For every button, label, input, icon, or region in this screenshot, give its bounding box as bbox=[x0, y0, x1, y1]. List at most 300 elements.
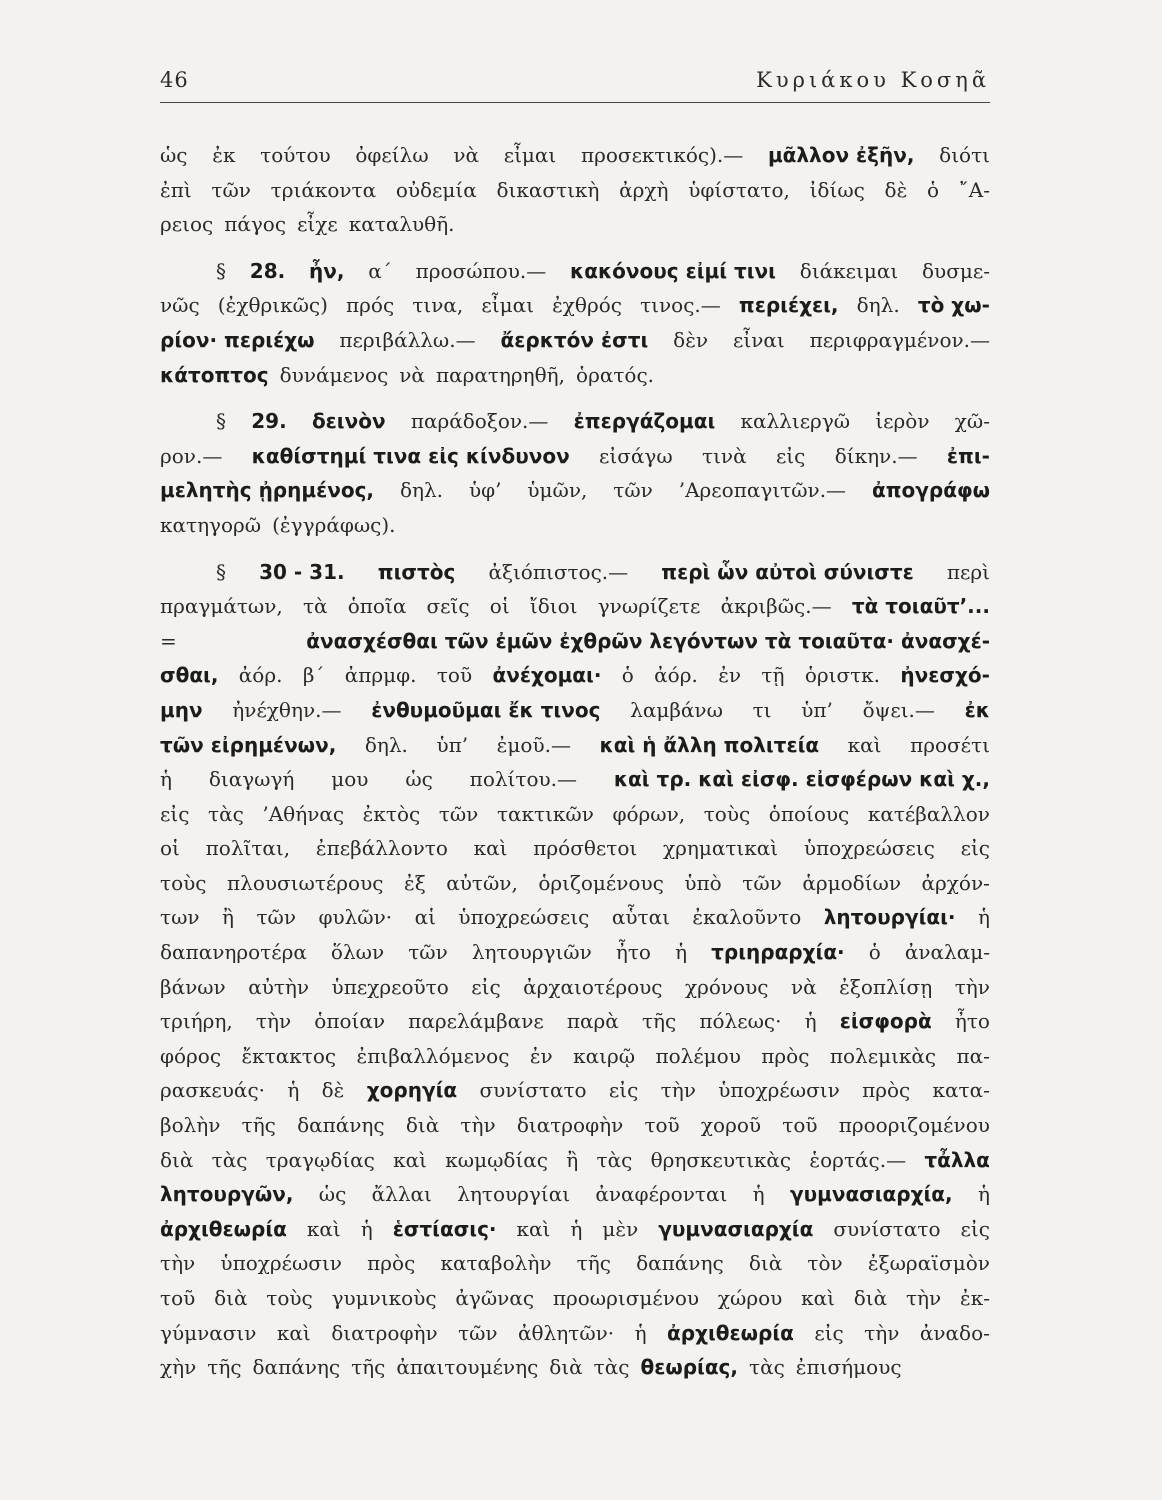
word: σεῖς bbox=[426, 594, 470, 619]
word: χώρου bbox=[717, 1286, 783, 1310]
word: τὴν bbox=[954, 974, 990, 999]
word: χῶ- bbox=[954, 409, 990, 434]
word: εἰς bbox=[471, 974, 501, 999]
word: δὲ bbox=[321, 1078, 345, 1103]
word: ἀόρ. bbox=[654, 663, 698, 688]
word: περιβάλλω.— bbox=[339, 327, 476, 352]
word: αὐτῶν, bbox=[446, 870, 518, 895]
word: ἐξοπλίσῃ bbox=[839, 974, 933, 999]
word: οὐδεμία bbox=[395, 177, 477, 202]
word: θρησκευτικὰς bbox=[650, 1147, 792, 1172]
word: τοῦ bbox=[644, 1113, 680, 1138]
word: διὰ bbox=[853, 1286, 888, 1310]
word: γυμνικοὺς bbox=[331, 1286, 437, 1310]
word: αἱ bbox=[414, 905, 436, 930]
word: = bbox=[160, 628, 177, 653]
lemma-word: 28. bbox=[249, 258, 286, 283]
lemma-word: ἄερκτόν ἐστι bbox=[500, 327, 649, 352]
word: ὁρατός. bbox=[576, 362, 654, 387]
word: ἦτο bbox=[954, 1009, 990, 1034]
word: καὶ bbox=[393, 1147, 428, 1172]
word: ἀπαιτουμένης bbox=[396, 1355, 539, 1380]
word: γνωρίζετε bbox=[597, 594, 701, 619]
word: νὰ bbox=[453, 143, 479, 167]
text-line bbox=[160, 1212, 990, 1247]
word: δαπάνης bbox=[297, 1113, 385, 1138]
word: ὡς bbox=[160, 143, 188, 167]
word: λητουργίαι bbox=[457, 1182, 571, 1207]
text-line bbox=[160, 831, 990, 866]
word: ὑποχρεώσεις bbox=[803, 836, 935, 861]
lemma-word: ἀνέχομαι· bbox=[492, 663, 602, 688]
text-line bbox=[160, 323, 990, 358]
word: εἶμαι bbox=[481, 293, 534, 318]
word: τοῦ bbox=[436, 663, 473, 688]
lemma-word: ἀνασχέσθαι τῶν ἐμῶν ἐχθρῶν λεγόντων τὰ τοιαῦτα· ἀνασχέ- bbox=[306, 628, 990, 653]
word: πάγος bbox=[224, 212, 287, 237]
word: ἠνέχθην.— bbox=[232, 697, 342, 722]
lemma-word: εἰσφορὰ bbox=[839, 1009, 932, 1034]
word: πολεμικὰς bbox=[829, 1043, 937, 1068]
page-header bbox=[160, 66, 990, 103]
word: διάκειμαι bbox=[799, 258, 899, 283]
word: ἡ bbox=[570, 1216, 583, 1241]
word: ἀναλαμ- bbox=[904, 940, 990, 965]
word: διὰ bbox=[160, 1147, 194, 1172]
text-line bbox=[160, 439, 990, 474]
word: ὡς bbox=[318, 1182, 347, 1207]
word: ὁριζομένους bbox=[538, 870, 664, 895]
lemma-word: σθαι, bbox=[160, 663, 219, 688]
text-line bbox=[160, 693, 990, 728]
word: τὴν bbox=[460, 1113, 496, 1138]
paragraph-gap bbox=[160, 392, 990, 404]
word: εἶχε bbox=[297, 212, 338, 237]
word: χρόνους bbox=[684, 974, 769, 999]
word: α΄ bbox=[368, 258, 392, 283]
word: ’Αρεοπαγιτῶν.— bbox=[678, 478, 847, 503]
word: ἀξιόπιστος.— bbox=[488, 559, 629, 584]
text-line bbox=[160, 138, 990, 173]
text-line bbox=[160, 797, 990, 832]
word: ἴδιοι bbox=[529, 594, 578, 619]
word: κατα- bbox=[932, 1078, 990, 1103]
word: πρὸς bbox=[862, 1078, 911, 1103]
text-line bbox=[160, 728, 990, 763]
word: τὸν bbox=[807, 1251, 843, 1276]
word: καὶ bbox=[276, 1320, 311, 1345]
word: ἡ bbox=[978, 905, 990, 930]
lemma-word: ἐνθυμοῦμαι ἔκ τινος bbox=[371, 697, 601, 722]
word: δηλ. bbox=[856, 293, 900, 318]
word: καὶ bbox=[473, 836, 508, 861]
word: ἰδίως bbox=[809, 177, 865, 202]
text-line bbox=[160, 207, 990, 242]
text-line bbox=[160, 866, 990, 901]
lemma-word: θεωρίας, bbox=[640, 1355, 739, 1380]
word: κατέβαλλον bbox=[867, 801, 990, 826]
word: ἐχθρός bbox=[552, 293, 622, 318]
word: ἀπρμφ. bbox=[344, 663, 417, 688]
word: τοῦ bbox=[160, 1286, 196, 1310]
word: δαπάνης bbox=[252, 1355, 341, 1380]
word: ὑποχρεώσεις bbox=[458, 905, 590, 930]
paragraph-gap bbox=[160, 543, 990, 555]
word: βάνων bbox=[160, 974, 226, 999]
word: τραγῳδίας bbox=[265, 1147, 375, 1172]
word: ἐμοῦ.— bbox=[496, 732, 571, 757]
word: καλλιεργῶ bbox=[740, 409, 851, 434]
word: πρόσθετοι bbox=[533, 836, 638, 861]
text-line bbox=[160, 970, 990, 1005]
text-line bbox=[160, 935, 990, 970]
word: τὰς bbox=[593, 1355, 630, 1380]
word: ’Αθήνας bbox=[262, 801, 345, 826]
word: ἡ bbox=[675, 940, 688, 965]
text-line bbox=[160, 473, 990, 508]
word: εἰς bbox=[608, 1078, 639, 1103]
lemma-word: ἀρχιθεωρία bbox=[667, 1320, 794, 1345]
word: οἱ bbox=[489, 594, 510, 619]
word: ὑποχρέωσιν bbox=[718, 1078, 840, 1103]
text-line bbox=[160, 288, 990, 323]
word: διαγωγή bbox=[208, 767, 295, 792]
word: δηλ. bbox=[364, 732, 408, 757]
word: ἢ bbox=[566, 1147, 579, 1172]
word: τριάκοντα bbox=[270, 177, 377, 202]
word: ὑπ’ bbox=[436, 732, 469, 757]
word: τοῦ bbox=[782, 1113, 818, 1138]
word: τῶν bbox=[438, 801, 479, 826]
word: δυνάμενος bbox=[279, 362, 389, 387]
paragraph bbox=[160, 254, 990, 392]
word: νὰ bbox=[399, 362, 425, 387]
word: § bbox=[216, 258, 226, 283]
word: ἑορτάς.— bbox=[809, 1147, 907, 1172]
word: ἁρμοδίων bbox=[802, 870, 901, 895]
word: καὶ bbox=[306, 1216, 341, 1241]
lemma-word: ἦν, bbox=[309, 258, 345, 283]
word: § bbox=[216, 409, 226, 434]
word: τὰς bbox=[749, 1355, 785, 1380]
word: ἀρχαιοτέρους bbox=[523, 974, 663, 999]
lemma-word: μην bbox=[160, 697, 203, 722]
lemma-word: τὰ τοιαῦτ’... bbox=[851, 594, 990, 619]
lemma-word: μᾶλλον ἐξῆν, bbox=[767, 143, 915, 167]
word: τινος.— bbox=[640, 293, 721, 318]
word: τὴν bbox=[160, 1251, 196, 1276]
word: ἐκτὸς bbox=[362, 801, 421, 826]
word: πραγμάτων, bbox=[160, 594, 283, 619]
word: παρελάμβανε bbox=[408, 1009, 544, 1034]
text-line bbox=[160, 1004, 990, 1039]
word: προωρισμένου bbox=[552, 1286, 700, 1310]
lemma-word: γυμνασιαρχία bbox=[658, 1216, 814, 1241]
lemma-word: γυμνασιαρχία, bbox=[789, 1182, 953, 1207]
word: τὴν bbox=[255, 1009, 292, 1034]
lemma-word: τἆλλα bbox=[924, 1147, 990, 1172]
word: ἀόρ. bbox=[238, 663, 283, 688]
word: ρασκευάς· bbox=[160, 1078, 265, 1103]
lemma-word: λητουργῶν, bbox=[160, 1182, 294, 1207]
word: δὲ bbox=[884, 177, 908, 202]
word: ἡ bbox=[752, 1182, 765, 1207]
lemma-word: μελητὴς ᾐρημένος, bbox=[160, 478, 375, 503]
word: λητουργιῶν bbox=[471, 940, 592, 965]
text-line bbox=[160, 508, 990, 543]
text-line bbox=[160, 1039, 990, 1074]
word: ἀκριβῶς.— bbox=[720, 594, 832, 619]
word: ἀναδο- bbox=[919, 1320, 990, 1345]
lemma-word: περιέχει, bbox=[738, 293, 839, 318]
word: πρὸς bbox=[761, 1043, 810, 1068]
word: νὰ bbox=[790, 974, 817, 999]
word: τοὺς bbox=[160, 870, 207, 895]
word: συνίστατο bbox=[833, 1216, 941, 1241]
word: καὶ bbox=[847, 732, 882, 757]
text-line bbox=[160, 404, 990, 439]
word: τὰ bbox=[302, 594, 328, 619]
page-number: 46 bbox=[160, 68, 189, 92]
word: αὗται bbox=[611, 905, 670, 930]
word: ἀρχόν- bbox=[921, 870, 990, 895]
word: προσεκτικός).— bbox=[580, 143, 744, 167]
word: ἡ bbox=[804, 1009, 817, 1034]
word: ἦτο bbox=[615, 940, 651, 965]
word: ὁ bbox=[621, 663, 634, 688]
word: φυλῶν· bbox=[318, 905, 393, 930]
word: τὰς bbox=[208, 801, 244, 826]
word: (ἐγγράφως). bbox=[272, 512, 396, 537]
paragraph bbox=[160, 404, 990, 542]
word: πα- bbox=[956, 1043, 990, 1068]
word: γύμνασιν bbox=[160, 1320, 257, 1345]
word: καὶ bbox=[516, 1216, 551, 1241]
word: τῇ bbox=[761, 663, 785, 688]
word: εἰς bbox=[960, 836, 990, 861]
word: ἐπεβάλλοντο bbox=[315, 836, 448, 861]
word: ὄψει.— bbox=[862, 697, 935, 722]
word: ἄλλαι bbox=[371, 1182, 432, 1207]
word: πόλεως· bbox=[699, 1009, 782, 1034]
word: συνίστατο bbox=[479, 1078, 587, 1103]
word: β΄ bbox=[302, 663, 325, 688]
word: ὅλων bbox=[330, 940, 385, 965]
text-line bbox=[160, 624, 990, 659]
lemma-word: τὸ χω- bbox=[917, 293, 990, 318]
word: δίκην.— bbox=[834, 443, 918, 468]
word: πρός bbox=[346, 293, 395, 318]
word: λαμβάνω bbox=[630, 697, 723, 722]
word: ρειος bbox=[160, 212, 214, 237]
text-line bbox=[160, 1350, 990, 1385]
word: ὑποχρέωσιν bbox=[220, 1251, 342, 1276]
word: τακτικῶν bbox=[496, 801, 594, 826]
word: τῆς bbox=[241, 1113, 276, 1138]
paragraph bbox=[160, 555, 990, 1385]
word: ἐκ- bbox=[960, 1286, 990, 1310]
text-line bbox=[160, 1108, 990, 1143]
word: νῶς bbox=[160, 293, 200, 318]
word: κωμῳδίας bbox=[445, 1147, 548, 1172]
text-line bbox=[160, 1246, 990, 1281]
word: ἐξ bbox=[403, 870, 426, 895]
word: τὴν bbox=[660, 1078, 696, 1103]
word: εἶμαι bbox=[503, 143, 557, 167]
word: τι bbox=[752, 697, 772, 722]
word: ρον.— bbox=[160, 443, 223, 468]
word: τριήρη, bbox=[160, 1009, 233, 1034]
word: ὑφ’ bbox=[468, 478, 502, 503]
text-line bbox=[160, 658, 990, 693]
text-line bbox=[160, 589, 990, 624]
word: τοὺς bbox=[266, 1286, 313, 1310]
word: καὶ bbox=[801, 1286, 835, 1310]
word: προσέτι bbox=[910, 732, 990, 757]
word: ἡ bbox=[977, 1182, 990, 1207]
word: πολῖται, bbox=[205, 836, 291, 861]
lemma-word: ἐκ bbox=[964, 697, 990, 722]
word: τινὰ bbox=[702, 443, 747, 468]
lemma-word: τῶν εἰρημένων, bbox=[160, 732, 337, 757]
word: εἰς bbox=[960, 1216, 990, 1241]
word: τῶν bbox=[408, 940, 448, 965]
word: προοριζομένου bbox=[838, 1113, 990, 1138]
word: οἱ bbox=[160, 836, 180, 861]
lemma-word: ρίον· περιέχω bbox=[160, 327, 315, 352]
word: ὁποῖα bbox=[347, 594, 407, 619]
lemma-word: ἀρχιθεωρία bbox=[160, 1216, 287, 1241]
word: ὑπὸ bbox=[684, 870, 722, 895]
word: τούτου bbox=[260, 143, 331, 167]
word: διὰ bbox=[214, 1286, 248, 1310]
word: τὴν bbox=[905, 1286, 942, 1310]
word: ἐπισήμους bbox=[795, 1355, 902, 1380]
word: τῆς bbox=[641, 1009, 677, 1034]
word: τῆς bbox=[207, 1355, 242, 1380]
paragraph-gap bbox=[160, 242, 990, 254]
word: (ἐχθρικῶς) bbox=[217, 293, 328, 318]
word: ἀθλητῶν· bbox=[518, 1320, 615, 1345]
word: δαπάνης bbox=[636, 1251, 724, 1276]
word: ἐκ bbox=[212, 143, 236, 167]
paragraph bbox=[160, 138, 990, 242]
word: παρατηρηθῆ, bbox=[435, 362, 566, 387]
text-line bbox=[160, 1177, 990, 1212]
word: ἀρχὴ bbox=[619, 177, 669, 202]
word: δηλ. bbox=[399, 478, 444, 503]
word: ἡ bbox=[360, 1216, 373, 1241]
word: διὰ bbox=[549, 1355, 583, 1380]
word: καταβολὴν bbox=[440, 1251, 552, 1276]
word: ἐν bbox=[718, 663, 742, 688]
lemma-word: ἑστίασις· bbox=[392, 1216, 497, 1241]
lemma-word: πιστὸς bbox=[377, 559, 456, 584]
word: εἰς bbox=[814, 1320, 844, 1345]
lemma-word: περὶ ὧν αὐτοὶ σύνιστε bbox=[661, 559, 914, 584]
word: χρηματικαὶ bbox=[662, 836, 779, 861]
lemma-word: καὶ ἡ ἄλλη πολιτεία bbox=[599, 732, 820, 757]
word: ἐπιβαλλόμενος bbox=[356, 1043, 510, 1068]
word: μου bbox=[331, 767, 369, 792]
word: ῎Α- bbox=[958, 177, 990, 202]
running-head: Κυριάκου Κοσηᾶ bbox=[756, 68, 990, 92]
word: τοὺς bbox=[703, 801, 751, 826]
word: καταλυθῆ. bbox=[348, 212, 455, 237]
word: ὁ bbox=[868, 940, 881, 965]
word: τινα, bbox=[412, 293, 464, 318]
word: τὴν bbox=[864, 1320, 900, 1345]
word: τὰς bbox=[211, 1147, 248, 1172]
word: ἱερὸν bbox=[875, 409, 930, 434]
word: ἀναφέρονται bbox=[595, 1182, 728, 1207]
word: βολὴν bbox=[160, 1113, 221, 1138]
word: εἰς bbox=[160, 801, 190, 826]
word: διὰ bbox=[748, 1251, 783, 1276]
word: τῶν bbox=[458, 1320, 498, 1345]
word: των bbox=[160, 905, 200, 930]
word: ὡς bbox=[405, 767, 433, 792]
word: φόρος bbox=[160, 1043, 222, 1068]
lemma-word: καὶ τρ. καὶ εἰσφ. εἰσφέρων καὶ χ., bbox=[613, 767, 990, 792]
lemma-word: 29. bbox=[251, 409, 287, 434]
word: ὀφείλω bbox=[355, 143, 429, 167]
lemma-word: τριηραρχία· bbox=[711, 940, 845, 965]
text-line bbox=[160, 555, 990, 590]
lemma-word: ἐπεργάζομαι bbox=[573, 409, 716, 434]
word: πολέμου bbox=[655, 1043, 741, 1068]
lemma-word: κάτοπτος bbox=[160, 362, 269, 387]
word: τῶν bbox=[613, 478, 653, 503]
word: εἰς bbox=[775, 443, 806, 468]
word: εἶναι bbox=[732, 327, 785, 352]
word: διότι bbox=[939, 143, 990, 167]
text-line bbox=[160, 254, 990, 289]
word: διὰ bbox=[405, 1113, 440, 1138]
word: παράδοξον.— bbox=[410, 409, 549, 434]
word: ἡ bbox=[287, 1078, 300, 1103]
word: περιφραγμένον.— bbox=[809, 327, 990, 352]
word: δυσμε- bbox=[922, 258, 990, 283]
text-line bbox=[160, 1316, 990, 1351]
word: ὑπεχρεοῦτο bbox=[331, 974, 449, 999]
word: περὶ bbox=[946, 559, 990, 584]
word: ἐκαλοῦντο bbox=[692, 905, 802, 930]
word: τῶν bbox=[211, 177, 251, 202]
word: δαπανηροτέρα bbox=[160, 940, 307, 965]
lemma-word: ἀπογράφω bbox=[871, 478, 990, 503]
text-line bbox=[160, 900, 990, 935]
commentary-text bbox=[160, 138, 990, 1385]
lemma-word: κακόνους εἰμί τινι bbox=[570, 258, 776, 283]
word: πολίτου.— bbox=[469, 767, 577, 792]
word: χὴν bbox=[160, 1355, 197, 1380]
word: ἡ bbox=[160, 767, 172, 792]
word: ἐξωραϊσμὸν bbox=[867, 1251, 990, 1276]
word: ὑφίστατο, bbox=[688, 177, 790, 202]
word: ὁ bbox=[927, 177, 940, 202]
word: τῶν bbox=[742, 870, 782, 895]
text-line bbox=[160, 762, 990, 797]
word: ὁριστκ. bbox=[804, 663, 881, 688]
word: ἐπὶ bbox=[160, 177, 192, 202]
word: ἡ bbox=[634, 1320, 647, 1345]
text-line bbox=[160, 1281, 990, 1316]
word: διατροφὴν bbox=[331, 1320, 438, 1345]
word: ἢ bbox=[222, 905, 234, 930]
word: ἀγῶνας bbox=[455, 1286, 535, 1310]
word: τὰς bbox=[596, 1147, 633, 1172]
